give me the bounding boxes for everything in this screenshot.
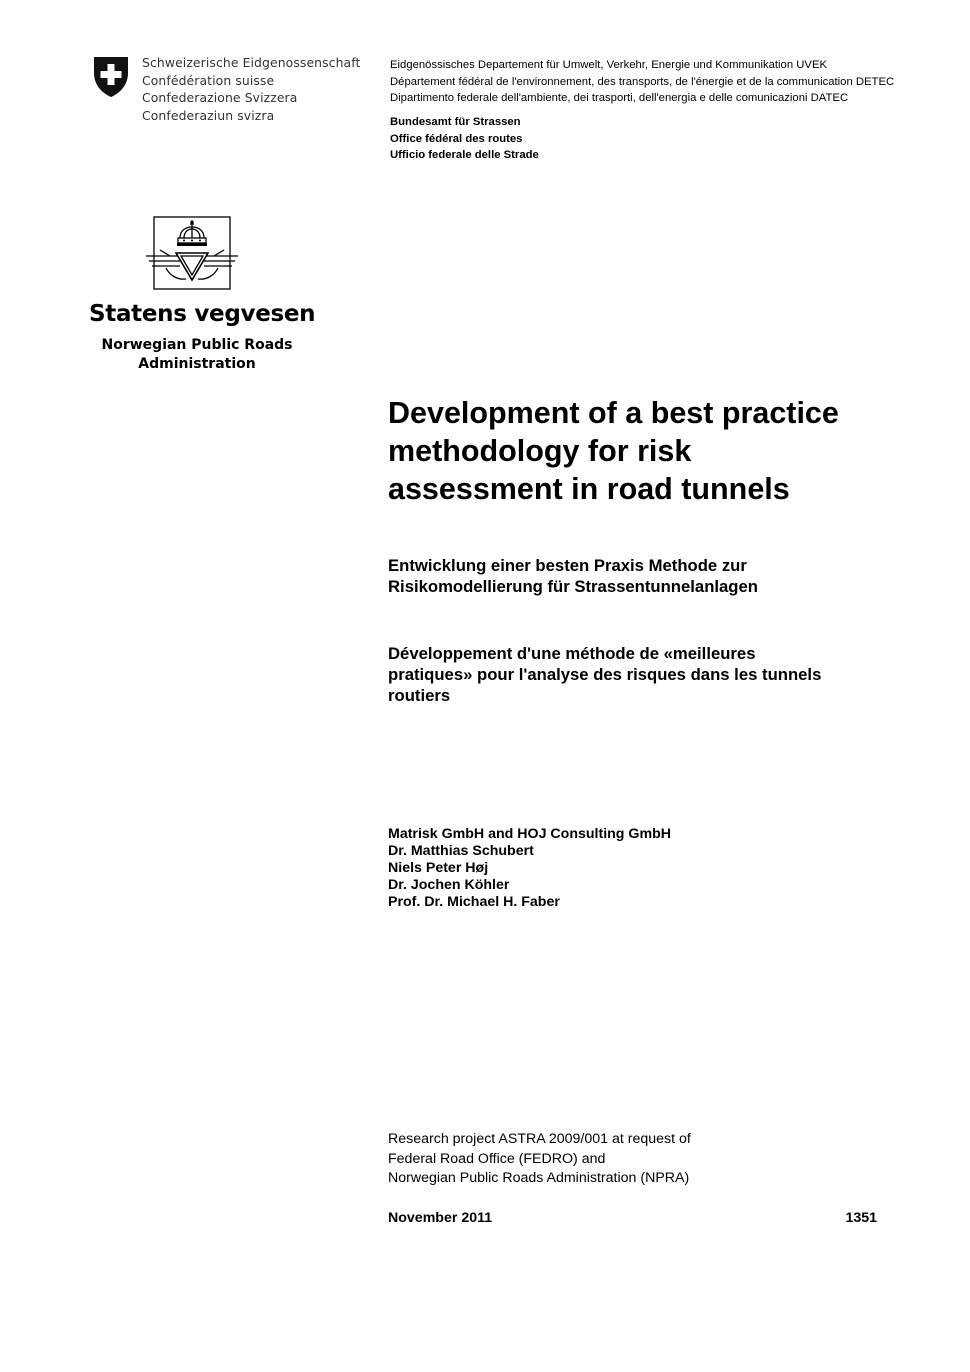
- department-line-it: Dipartimento federale dell'ambiente, dei trasporti, dell'energia e delle comunicazioni DATEC: [390, 92, 849, 104]
- agency-name: Statens vegvesen: [89, 301, 316, 327]
- publication-date: November 2011: [388, 1210, 493, 1226]
- author-name: Prof. Dr. Michael H. Faber: [388, 894, 560, 910]
- research-project-line: Norwegian Public Roads Administration (NPRA): [388, 1170, 690, 1186]
- report-title-line: assessment in road tunnels: [388, 472, 790, 506]
- report-subtitle-german-line: Entwicklung einer besten Praxis Methode zur: [388, 556, 747, 575]
- report-subtitle-french-line: Développement d'une méthode de «meilleures: [388, 644, 756, 663]
- author-organization: Matrisk GmbH and HOJ Consulting GmbH: [388, 826, 671, 842]
- report-title: [388, 394, 928, 508]
- agency-subtitle: [90, 336, 304, 373]
- report-number: 1351: [845, 1210, 877, 1226]
- department-line-de: Eidgenössisches Departement für Umwelt, Verkehr, Energie und Kommunikation UVEK: [390, 59, 828, 71]
- confederation-name-it: Confederazione Svizzera: [142, 90, 298, 105]
- report-title-line: Development of a best practice: [388, 396, 839, 430]
- report-subtitle-german-line: Risikomodellierung für Strassentunnelanlagen: [388, 577, 758, 596]
- office-line-it: Ufficio federale delle Strade: [390, 149, 539, 161]
- author-name: Dr. Matthias Schubert: [388, 843, 534, 859]
- author-list: [388, 826, 671, 911]
- research-project-info: [388, 1130, 691, 1189]
- report-subtitle-french-line: pratiques» pour l'analyse des risques dans les tunnels: [388, 665, 822, 684]
- confederation-name-fr: Confédération suisse: [142, 72, 275, 88]
- crown-winged-shield-icon: [144, 216, 246, 292]
- research-project-line: Research project ASTRA 2009/001 at request of: [388, 1131, 691, 1147]
- agency-subtitle-line: Norwegian Public Roads: [101, 337, 293, 353]
- confederation-name-rm: Confederaziun svizra: [142, 107, 275, 123]
- research-project-line: Federal Road Office (FEDRO) and: [388, 1150, 606, 1167]
- report-subtitle-french: [388, 643, 878, 706]
- confederation-names: [142, 54, 360, 124]
- agency-subtitle-line: Administration: [138, 355, 256, 372]
- report-subtitle-german: [388, 555, 908, 597]
- report-title-line: methodology for risk: [388, 434, 692, 468]
- author-name: Niels Peter Høj: [388, 860, 489, 876]
- office-line-de: Bundesamt für Strassen: [390, 116, 521, 128]
- confederation-name-de: Schweizerische Eidgenossenschaft: [142, 55, 361, 70]
- department-block: [390, 57, 894, 107]
- swiss-shield-icon: [92, 55, 130, 99]
- department-line-fr: Département fédéral de l'environnement, des transports, de l'énergie et de la communication DETEC: [390, 75, 895, 88]
- office-block: [390, 114, 539, 164]
- office-line-fr: Office fédéral des routes: [390, 132, 523, 145]
- author-name: Dr. Jochen Köhler: [388, 877, 510, 893]
- report-subtitle-french-line: routiers: [388, 686, 451, 705]
